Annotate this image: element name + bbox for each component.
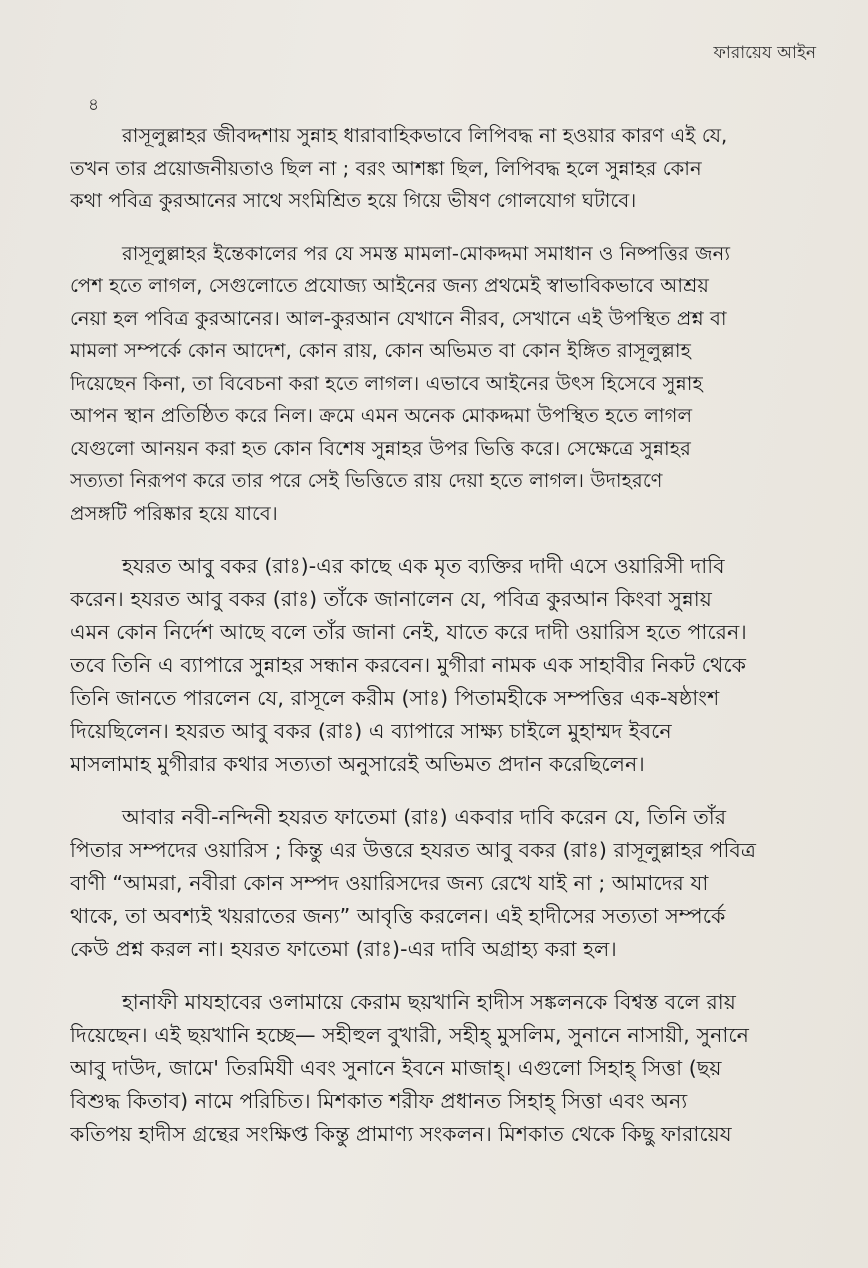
text-line: তিনি জানতে পারলেন যে, রাসূলে করীম (সাঃ) পিতামহীকে সম্পত্তির এক-ষষ্ঠাংশ — [70, 686, 720, 710]
text-line: রাসূলুল্লাহর জীবদ্দশায় সুন্নাহ ধারাবাহিকভাবে লিপিবদ্ধ না হওয়ার কারণ এই যে, — [122, 124, 728, 147]
paragraph-1 — [70, 120, 844, 218]
body-text — [70, 92, 844, 1171]
page-number: ৪ — [88, 95, 100, 115]
text-line: হানাফী মাযহাবের ওলামায়ে কেরাম ছয়খানি হাদীস সঙ্কলনকে বিশ্বস্ত বলে রায় — [122, 990, 736, 1014]
text-line: বাণী “আমরা, নবীরা কোন সম্পদ ওয়ারিসদের জন্য রেখে যাই না ; আমাদের যা — [70, 871, 709, 895]
text-line: তবে তিনি এ ব্যাপারে সুন্নাহর সন্ধান করবেন। মুগীরা নামক এক সাহাবীর নিকট থেকে — [70, 653, 747, 677]
paragraph-3 — [70, 550, 844, 781]
paragraph-2 — [70, 238, 844, 531]
text-line: সত্যতা নিরূপণ করে তার পরে সেই ভিত্তিতে রায় দেয়া হতে লাগল। উদাহরণে — [70, 469, 663, 492]
text-line: পেশ হতে লাগল, সেগুলোতে প্রযোজ্য আইনের জন্য প্রথমেই স্বাভাবিকভাবে আশ্রয় — [70, 274, 710, 297]
text-line: কথা পবিত্র কুরআনের সাথে সংমিশ্রিত হয়ে গিয়ে ভীষণ গোলযোগ ঘটাবে। — [70, 189, 637, 212]
text-line: কতিপয় হাদীস গ্রন্থের সংক্ষিপ্ত কিন্তু প্রামাণ্য সংকলন। মিশকাত থেকে কিছু ফারায়েয — [70, 1122, 732, 1146]
lower-text — [70, 550, 844, 1151]
paragraph-4 — [70, 801, 844, 966]
text-line: তখন তার প্রয়োজনীয়তাও ছিল না ; বরং আশঙ্কা ছিল, লিপিবদ্ধ হলে সুন্নাহর কোন — [70, 156, 702, 180]
text-line: প্রসঙ্গটি পরিষ্কার হয়ে যাবে। — [70, 501, 278, 525]
text-line: মাসলামাহ মুগীরার কথার সত্যতা অনুসারেই অভিমত প্রদান করেছিলেন। — [70, 752, 645, 776]
text-line: দিয়েছেন। এই ছয়খানি হচ্ছে— সহীহুল বুখারী, সহীহ্ মুসলিম, সুনানে নাসায়ী, সুনানে — [70, 1023, 749, 1047]
text-line: রাসূলুল্লাহর ইন্তেকালের পর যে সমস্ত মামলা-মোকদ্দমা সমাধান ও নিষ্পত্তির জন্য — [122, 241, 731, 265]
text-line: হযরত আবু বকর (রাঃ)-এর কাছে এক মৃত ব্যক্তির দাদী এসে ওয়ারিসী দাবি — [122, 554, 725, 578]
running-header-title: ফারায়েয আইন — [713, 43, 816, 63]
text-line: বিশুদ্ধ কিতাব) নামে পরিচিত। মিশকাত শরীফ প্রধানত সিহাহ্ সিত্তা এবং অন্য — [70, 1089, 688, 1113]
text-line: পিতার সম্পদের ওয়ারিস ; কিন্তু এর উত্তরে হযরত আবু বকর (রাঃ) রাসূলুল্লাহর পবিত্র — [70, 838, 757, 862]
text-line: দিয়েছেন কিনা, তা বিবেচনা করা হতে লাগল। এভাবে আইনের উৎস হিসেবে সুন্নাহ — [70, 371, 703, 395]
text-line: এমন কোন নির্দেশ আছে বলে তাঁর জানা নেই, যাতে করে দাদী ওয়ারিস হতে পারেন। — [70, 620, 747, 644]
text-line: আবার নবী-নন্দিনী হযরত ফাতেমা (রাঃ) একবার দাবি করেন যে, তিনি তাঁর — [122, 805, 727, 829]
text-line: থাকে, তা অবশ্যই খয়রাতের জন্য” আবৃত্তি করলেন। এই হাদীসের সত্যতা সম্পর্কে — [70, 904, 726, 928]
text-line: দিয়েছিলেন। হযরত আবু বকর (রাঃ) এ ব্যাপারে সাক্ষ্য চাইলে মুহাম্মদ ইবনে — [70, 719, 672, 743]
text-line: যেগুলো আনয়ন করা হত কোন বিশেষ সুন্নাহর উপর ভিত্তি করে। সেক্ষেত্রে সুন্নাহর — [70, 436, 691, 460]
text-line: আবু দাউদ, জামে' তিরমিযী এবং সুনানে ইবনে মাজাহ্। এগুলো সিহাহ্ সিত্তা (ছয় — [70, 1056, 722, 1080]
text-line: নেয়া হল পবিত্র কুরআনের। আল-কুরআন যেখানে নীরব, সেখানে এই উপস্থিত প্রশ্ন বা — [70, 306, 727, 330]
paragraph-5 — [70, 986, 844, 1151]
text-line: আপন স্থান প্রতিষ্ঠিত করে নিল। ক্রমে এমন অনেক মোকদ্দমা উপস্থিত হতে লাগল — [70, 404, 693, 427]
text-line: করেন। হযরত আবু বকর (রাঃ) তাঁকে জানালেন যে, পবিত্র কুরআন কিংবা সুন্নায় — [70, 587, 712, 611]
text-line: কেউ প্রশ্ন করল না। হযরত ফাতেমা (রাঃ)-এর দাবি অগ্রাহ্য করা হল। — [70, 937, 617, 961]
text-line: মামলা সম্পর্কে কোন আদেশ, কোন রায়, কোন অভিমত বা কোন ইঙ্গিত রাসূলুল্লাহ — [70, 339, 691, 362]
